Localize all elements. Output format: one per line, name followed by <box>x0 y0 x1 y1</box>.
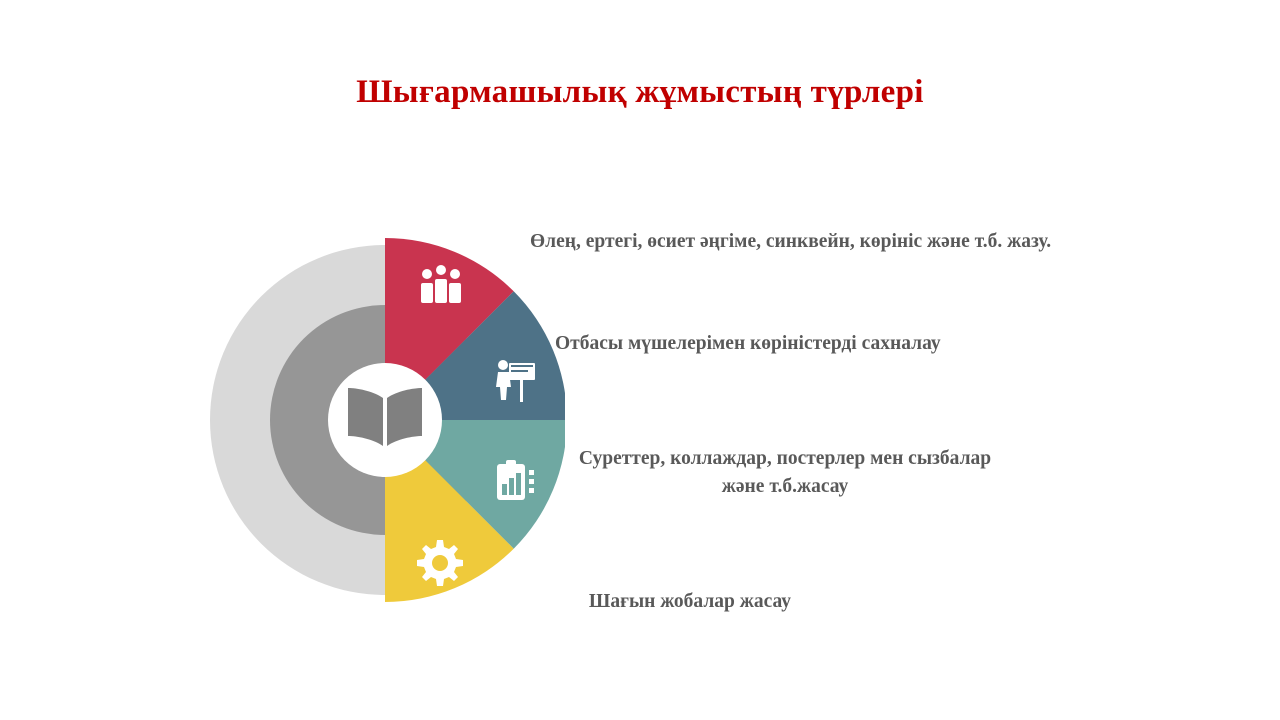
segment-label-2: Суреттер, коллаждар, постерлер мен сызбалар және т.б.жасау <box>578 448 992 497</box>
page-title: Шығармашылық жұмыстың түрлері <box>356 74 924 110</box>
creative-work-types-diagram <box>205 220 1085 630</box>
people-group-icon <box>421 265 461 303</box>
segment-label-1: Отбасы мүшелерімен көріністерді сахналау <box>555 333 941 354</box>
segment-label-0: Өлең, ертегі, өсиет әңгіме, синквейн, көрініс және т.б. жазу. <box>530 231 1052 252</box>
segment-label-3: Шағын жобалар жасау <box>588 591 792 612</box>
wheel-graphic <box>205 220 565 620</box>
